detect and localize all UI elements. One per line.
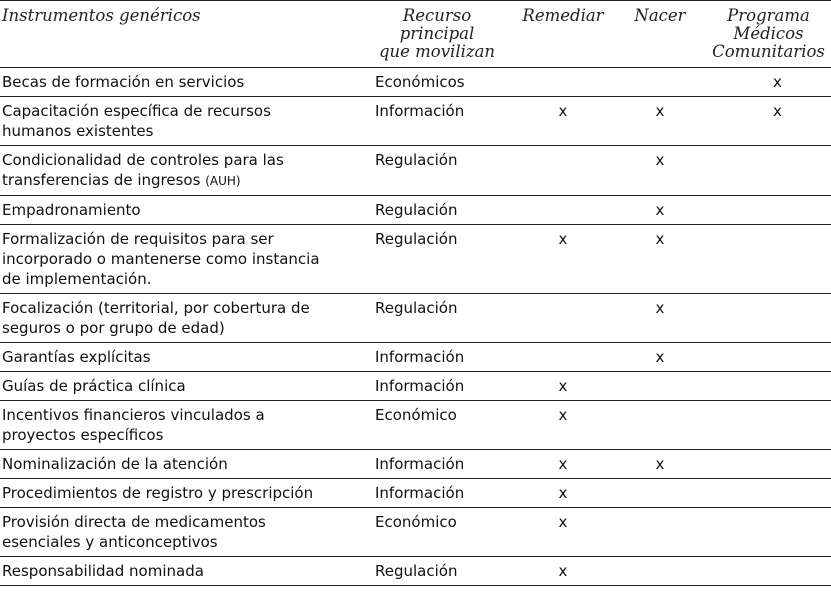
cell-instrumento	[0, 294, 362, 343]
cell-programa	[706, 343, 831, 372]
cell-nacer	[614, 68, 706, 97]
cell-remediar	[512, 343, 614, 372]
cell-remediar: x	[512, 479, 614, 508]
instrumento-text-line: Nominalización de la atención	[2, 455, 228, 473]
cell-recurso: Información	[362, 372, 512, 401]
cell-remediar: x	[512, 557, 614, 586]
cell-nacer	[614, 508, 706, 557]
cell-instrumento	[0, 508, 362, 557]
cell-nacer: x	[614, 196, 706, 225]
instrumento-text-line: Responsabilidad nominada	[2, 562, 204, 580]
cell-programa	[706, 508, 831, 557]
cell-instrumento	[0, 225, 362, 294]
cell-remediar: x	[512, 97, 614, 146]
cell-nacer: x	[614, 225, 706, 294]
cell-remediar: x	[512, 401, 614, 450]
table-row	[0, 479, 831, 508]
instrumento-text-line: Capacitación específica de recursos	[2, 102, 271, 120]
cell-instrumento	[0, 372, 362, 401]
instrumento-text-line: humanos existentes	[2, 122, 154, 140]
cell-instrumento	[0, 68, 362, 97]
cell-programa	[706, 146, 831, 196]
cell-programa	[706, 450, 831, 479]
cell-remediar: x	[512, 450, 614, 479]
instrumento-text-line: proyectos específicos	[2, 426, 164, 444]
instrumento-text-line: Guías de práctica clínica	[2, 377, 186, 395]
table-row	[0, 225, 831, 294]
instrumento-text-line: Focalización (territorial, por cobertura de	[2, 299, 310, 317]
cell-nacer	[614, 401, 706, 450]
cell-nacer	[614, 479, 706, 508]
cell-recurso: Información	[362, 343, 512, 372]
instrumento-text-line: transferencias de ingresos	[2, 171, 201, 189]
cell-remediar: x	[512, 372, 614, 401]
instrumento-text-line: Formalización de requisitos para ser	[2, 230, 274, 248]
cell-nacer	[614, 557, 706, 586]
header-recurso-line1: Recurso principal	[399, 6, 475, 43]
instrumento-acronym: (AUH)	[205, 174, 241, 188]
cell-programa: x	[706, 97, 831, 146]
cell-nacer: x	[614, 343, 706, 372]
cell-recurso: Regulación	[362, 294, 512, 343]
cell-programa: x	[706, 68, 831, 97]
cell-nacer: x	[614, 146, 706, 196]
cell-recurso: Información	[362, 450, 512, 479]
cell-nacer	[614, 372, 706, 401]
cell-instrumento	[0, 557, 362, 586]
cell-remediar	[512, 68, 614, 97]
table-row	[0, 68, 831, 97]
cell-recurso: Regulación	[362, 557, 512, 586]
cell-instrumento	[0, 479, 362, 508]
cell-instrumento	[0, 343, 362, 372]
cell-nacer: x	[614, 294, 706, 343]
instrumento-text-line: Procedimientos de registro y prescripción	[2, 484, 314, 502]
cell-programa	[706, 225, 831, 294]
header-row	[0, 1, 831, 68]
header-recurso-line2: que movilizan	[378, 42, 496, 61]
instrumento-text-line: de implementación.	[2, 270, 152, 288]
table-row	[0, 294, 831, 343]
instrumento-text-line: Incentivos financieros vinculados a	[2, 406, 265, 424]
cell-programa	[706, 557, 831, 586]
instrumento-text-line: incorporado o mantenerse como instancia	[2, 250, 320, 268]
cell-recurso: Información	[362, 97, 512, 146]
cell-programa	[706, 196, 831, 225]
cell-programa	[706, 479, 831, 508]
cell-nacer: x	[614, 97, 706, 146]
table-header	[0, 1, 831, 68]
cell-programa	[706, 401, 831, 450]
header-programa-line3: Comunitarios	[712, 42, 825, 61]
instrumento-text-line: Provisión directa de medicamentos	[2, 513, 266, 531]
cell-instrumento	[0, 146, 362, 196]
table-row	[0, 557, 831, 586]
cell-recurso: Regulación	[362, 146, 512, 196]
instrumento-text-line: seguros o por grupo de edad)	[2, 319, 225, 337]
cell-recurso: Regulación	[362, 196, 512, 225]
table-row	[0, 196, 831, 225]
table-row	[0, 372, 831, 401]
cell-remediar	[512, 146, 614, 196]
cell-remediar	[512, 294, 614, 343]
cell-programa	[706, 372, 831, 401]
cell-programa	[706, 294, 831, 343]
instrumento-text-line: Garantías explícitas	[2, 348, 151, 366]
instrumento-text-line: Becas de formación en servicios	[2, 73, 245, 91]
header-nacer-text: Nacer	[634, 6, 686, 25]
cell-recurso: Económico	[362, 508, 512, 557]
instrumento-text-line: Empadronamiento	[2, 201, 141, 219]
cell-recurso: Económicos	[362, 68, 512, 97]
cell-recurso: Información	[362, 479, 512, 508]
header-recurso	[362, 1, 512, 68]
header-remediar	[512, 1, 614, 68]
table-row	[0, 401, 831, 450]
header-instrumentos	[0, 1, 362, 68]
table-row	[0, 97, 831, 146]
cell-remediar: x	[512, 225, 614, 294]
cell-recurso: Regulación	[362, 225, 512, 294]
table-row	[0, 450, 831, 479]
header-nacer	[614, 1, 706, 68]
cell-instrumento	[0, 401, 362, 450]
cell-instrumento	[0, 97, 362, 146]
cell-nacer: x	[614, 450, 706, 479]
instrumento-text-line: esenciales y anticonceptivos	[2, 533, 218, 551]
instrumento-text-line: Condicionalidad de controles para las	[2, 151, 284, 169]
cell-instrumento	[0, 196, 362, 225]
table-row	[0, 146, 831, 196]
table-row	[0, 343, 831, 372]
header-programa	[706, 1, 831, 68]
header-instrumentos-text: Instrumentos genéricos	[2, 6, 201, 25]
table-row	[0, 508, 831, 557]
table-body	[0, 68, 831, 586]
cell-remediar: x	[512, 508, 614, 557]
cell-recurso: Económico	[362, 401, 512, 450]
cell-remediar	[512, 196, 614, 225]
header-programa-line2: Médicos	[733, 24, 804, 43]
header-programa-line1: Programa	[727, 6, 810, 25]
header-remediar-text: Remediar	[522, 6, 604, 25]
cell-instrumento	[0, 450, 362, 479]
